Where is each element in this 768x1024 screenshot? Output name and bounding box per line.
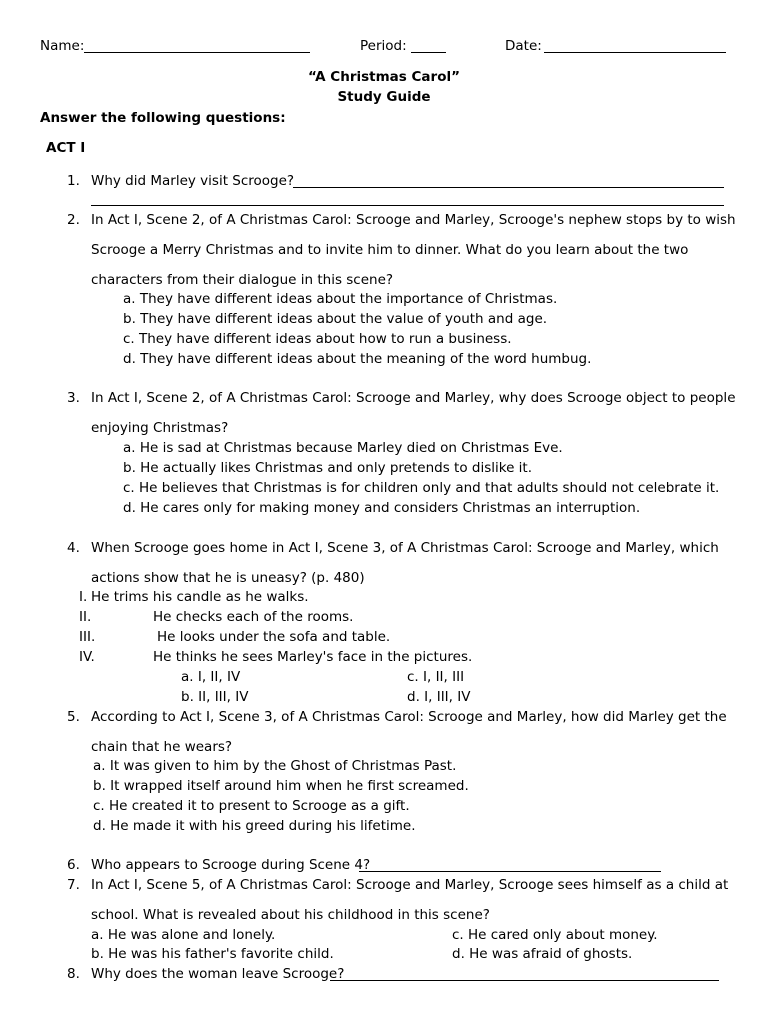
name-blank[interactable]: [84, 52, 310, 53]
answer-option: d. I, III, IV: [407, 689, 471, 705]
answer-option: a. It was given to him by the Ghost of Christmas Past.: [93, 758, 457, 774]
answer-blank[interactable]: [359, 871, 661, 872]
roman-item: He checks each of the rooms.: [153, 609, 354, 625]
answer-option: c. He believes that Christmas is for children only and that adults should not celebrate it.: [123, 480, 720, 496]
roman-numeral: III.: [79, 629, 96, 645]
roman-numeral: II.: [79, 609, 92, 625]
answer-option: b. II, III, IV: [181, 689, 249, 705]
question-number: 3.: [67, 390, 80, 406]
period-label: Period:: [360, 38, 407, 54]
answer-blank[interactable]: [91, 205, 724, 206]
answer-option: d. He was afraid of ghosts.: [452, 946, 633, 962]
answer-option: c. They have different ideas about how to run a business.: [123, 331, 512, 347]
question-number: 2.: [67, 212, 80, 228]
question-line: In Act I, Scene 2, of A Christmas Carol: Scrooge and Marley, Scrooge's nephew stops by to wish: [91, 212, 736, 228]
instructions: Answer the following questions:: [40, 110, 286, 126]
question-number: 8.: [67, 966, 80, 982]
answer-option: a. He was alone and lonely.: [91, 927, 276, 943]
roman-numeral: I.: [79, 589, 88, 605]
answer-option: d. They have different ideas about the meaning of the word humbug.: [123, 351, 592, 367]
question-line: When Scrooge goes home in Act I, Scene 3, of A Christmas Carol: Scrooge and Marley, which: [91, 540, 719, 556]
question-line: chain that he wears?: [91, 739, 233, 755]
question-line: school. What is revealed about his childhood in this scene?: [91, 907, 490, 923]
question-line: actions show that he is uneasy? (p. 480): [91, 570, 365, 586]
section-heading: ACT I: [46, 140, 86, 156]
answer-option: d. He cares only for making money and considers Christmas an interruption.: [123, 500, 641, 516]
answer-option: c. I, II, III: [407, 669, 465, 685]
question-line: characters from their dialogue in this scene?: [91, 272, 394, 288]
question-number: 4.: [67, 540, 80, 556]
roman-numeral: IV.: [79, 649, 95, 665]
roman-item: He trims his candle as he walks.: [91, 589, 309, 605]
question-line: In Act I, Scene 2, of A Christmas Carol: Scrooge and Marley, why does Scrooge object to people: [91, 390, 736, 406]
question-text: Why did Marley visit Scrooge?: [91, 173, 295, 189]
answer-option: d. He made it with his greed during his lifetime.: [93, 818, 416, 834]
question-text: Why does the woman leave Scrooge?: [91, 966, 345, 982]
question-number: 5.: [67, 709, 80, 725]
question-line: In Act I, Scene 5, of A Christmas Carol: Scrooge and Marley, Scrooge sees himself as a child at: [91, 877, 729, 893]
document-subtitle: Study Guide: [337, 89, 431, 105]
answer-option: b. It wrapped itself around him when he first screamed.: [93, 778, 469, 794]
answer-option: b. He actually likes Christmas and only pretends to dislike it.: [123, 460, 533, 476]
question-line: Scrooge a Merry Christmas and to invite him to dinner. What do you learn about the two: [91, 242, 689, 258]
roman-item: He thinks he sees Marley's face in the pictures.: [153, 649, 473, 665]
answer-option: b. He was his father's favorite child.: [91, 946, 334, 962]
question-text: Who appears to Scrooge during Scene 4?: [91, 857, 371, 873]
answer-blank[interactable]: [293, 187, 724, 188]
question-line: According to Act I, Scene 3, of A Christmas Carol: Scrooge and Marley, how did Marley get the: [91, 709, 727, 725]
question-line: enjoying Christmas?: [91, 420, 229, 436]
name-label: Name:: [40, 38, 85, 54]
answer-option: c. He cared only about money.: [452, 927, 658, 943]
date-label: Date:: [505, 38, 542, 54]
answer-blank[interactable]: [330, 980, 719, 981]
period-blank[interactable]: [411, 52, 446, 53]
answer-option: a. He is sad at Christmas because Marley died on Christmas Eve.: [123, 440, 563, 456]
question-number: 7.: [67, 877, 80, 893]
question-number: 6.: [67, 857, 80, 873]
answer-option: c. He created it to present to Scrooge as a gift.: [93, 798, 410, 814]
answer-option: b. They have different ideas about the value of youth and age.: [123, 311, 548, 327]
answer-option: a. They have different ideas about the importance of Christmas.: [123, 291, 558, 307]
date-blank[interactable]: [544, 52, 726, 53]
roman-item: He looks under the sofa and table.: [157, 629, 391, 645]
document-title: “A Christmas Carol”: [308, 69, 460, 85]
answer-option: a. I, II, IV: [181, 669, 241, 685]
question-number: 1.: [67, 173, 80, 189]
